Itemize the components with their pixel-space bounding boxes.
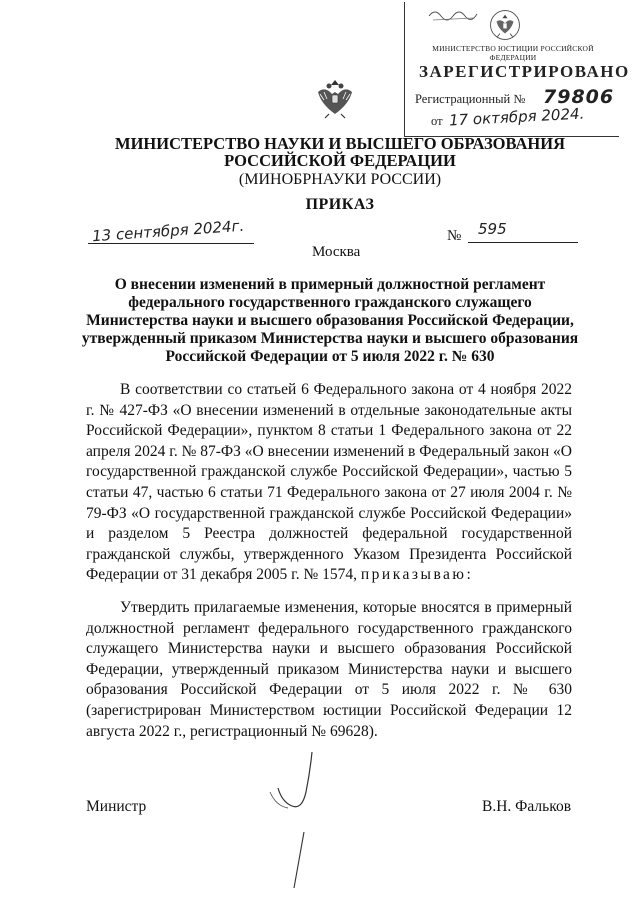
preamble-text: В соответствии со статьей 6 Федерального закона от 4 ноября 2022 г. № 427-ФЗ «О внесении изменений в отдельные законодательные акты Российской Федерации», пунктом 8 статьи 1 Федерального закона от 22 апреля 2024 г. № 87-ФЗ «О внесении изменений в Федеральный закон «О государственной гражданской службе Российской Федерации», частью 5 статьи 47, частью 6 статьи 71 Федерального закона от 27 июля 2004 г. № 79-ФЗ «О государственной гражданской службе Российской Федерации» и разделом 5 Реестра должностей федеральной государственной гражданской службы, утвержденного Указом Президента Российской Федерации от 31 декабря 2005 г. № 1574,	[86, 381, 572, 584]
stamp-status: ЗАРЕГИСТРИРОВАНО	[419, 62, 630, 81]
signatory-title: Министр	[86, 798, 147, 815]
signatory-name: В.Н. Фальков	[482, 798, 572, 815]
eagle-emblem-icon	[487, 8, 523, 42]
document-type: ПРИКАЗ	[305, 196, 375, 213]
preamble-paragraph	[86, 380, 572, 586]
order-subject: О внесении изменений в примерный должностной регламент федерального государственного гражданского служащего Министерства науки и высшего образования Российской Федерации, утвержденный приказом Министерства науки и высшего образования Российской Федерации от 5 июля 2022 г. № 630	[81, 276, 579, 365]
registration-stamp	[404, 2, 630, 137]
eagle-emblem-icon	[314, 76, 356, 120]
stamp-ministry-name: МИНИСТЕРСТВО ЮСТИЦИИ РОССИЙСКОЙ ФЕДЕРАЦИИ	[432, 44, 594, 62]
stamp-reg-number: 79806	[543, 86, 615, 108]
city: Москва	[312, 244, 361, 260]
handwritten-signature	[250, 750, 330, 890]
order-directive: приказываю:	[360, 566, 474, 584]
order-date: 13 сентября 2024г.	[91, 216, 245, 246]
handwritten-note-scribble	[427, 6, 487, 22]
operative-paragraph: Утвердить прилагаемые изменения, которые вносятся в примерный должностной регламент федерального государственного гражданского служащего Министерства науки и высшего образования Российской Федерации, утвержденный приказом Министерства науки и высшего образования Российской Федерации от 5 июля 2022 г. № 630 (зарегистрирован Министерством юстиции Российской Федерации 12 августа 2022 г., регистрационный № 69628).	[86, 599, 572, 740]
org-name-line2: РОССИЙСКОЙ ФЕДЕРАЦИИ	[224, 151, 456, 170]
stamp-reg-date: 17 октября 2024.	[448, 104, 585, 130]
number-prefix: №	[447, 228, 462, 244]
org-name-line1: МИНИСТЕРСТВО НАУКИ И ВЫСШЕГО ОБРАЗОВАНИЯ	[115, 134, 565, 153]
number-underline	[468, 242, 578, 243]
stamp-from-label: от	[431, 114, 443, 128]
order-number: 595	[478, 220, 507, 238]
date-underline	[88, 243, 254, 244]
stamp-reg-label: Регистрационный №	[415, 92, 526, 106]
org-short-name: (МИНОБРНАУКИ РОССИИ)	[238, 171, 442, 188]
